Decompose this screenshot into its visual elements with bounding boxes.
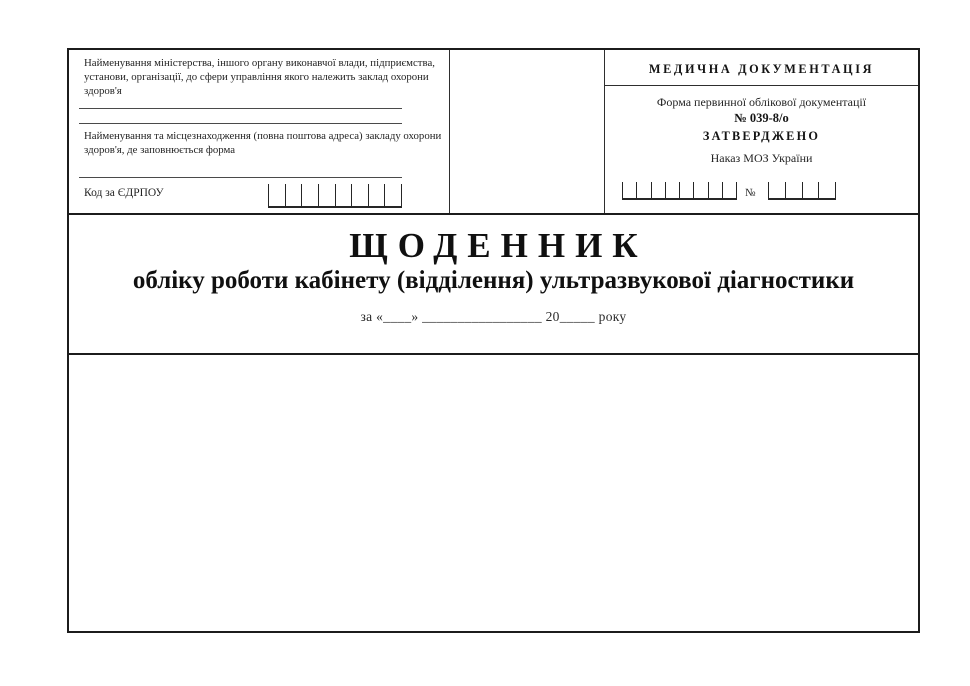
org-info-cell (69, 50, 450, 213)
edrpou-label: Код за ЄДРПОУ (84, 187, 164, 199)
comb-cell (665, 182, 679, 198)
approved-heading: ЗАТВЕРДЖЕНО (702, 129, 821, 143)
form-frame (67, 48, 920, 633)
comb-cell (368, 184, 385, 206)
comb-cell (693, 182, 707, 198)
comb-cell (301, 184, 318, 206)
address-note: Найменування та місцезнаходження (повна поштова адреса) закладу охорони здоров'я, де заповнюється форма (84, 130, 442, 157)
spacer-cell (450, 50, 605, 213)
comb-cell (318, 184, 335, 206)
comb-cell (285, 184, 302, 206)
comb-cell (722, 182, 737, 198)
fill-line (79, 177, 402, 178)
form-caption: Форма первинної облікової документації (656, 95, 867, 109)
header-row (69, 50, 918, 215)
comb-cell (785, 182, 802, 198)
order-date-comb (622, 182, 737, 200)
comb-cell (384, 184, 402, 206)
comb-cell (651, 182, 665, 198)
edrpou-comb (268, 184, 402, 208)
comb-cell (708, 182, 722, 198)
number-sign: № (745, 187, 756, 199)
comb-cell (679, 182, 693, 198)
period-line: за «____» _________________ 20_____ року (360, 309, 627, 324)
doc-type-heading: МЕДИЧНА ДОКУМЕНТАЦІЯ (648, 62, 875, 76)
comb-cell (636, 182, 650, 198)
fill-line (79, 108, 402, 109)
comb-cell (818, 182, 836, 198)
doc-info-cell (605, 50, 918, 213)
comb-cell (268, 184, 285, 206)
doc-info-divider (605, 85, 918, 86)
comb-cell (351, 184, 368, 206)
order-caption: Наказ МОЗ України (710, 151, 813, 165)
title-section (69, 215, 918, 355)
comb-cell (335, 184, 352, 206)
ministry-note: Найменування міністерства, іншого органу виконавчої влади, підприємства, установи, організації, до сфери управління якого належить заклад охорони здоров'я (84, 57, 435, 98)
order-number-comb (768, 182, 836, 200)
form-subtitle: обліку роботи кабінету (відділення) ультразвукової діагностики (132, 267, 855, 294)
comb-cell (622, 182, 636, 198)
form-title: ЩОДЕННИК (349, 226, 648, 265)
comb-cell (802, 182, 819, 198)
comb-cell (768, 182, 785, 198)
fill-line (79, 123, 402, 124)
form-number: № 039-8/о (734, 111, 789, 125)
entries-area (69, 355, 918, 631)
